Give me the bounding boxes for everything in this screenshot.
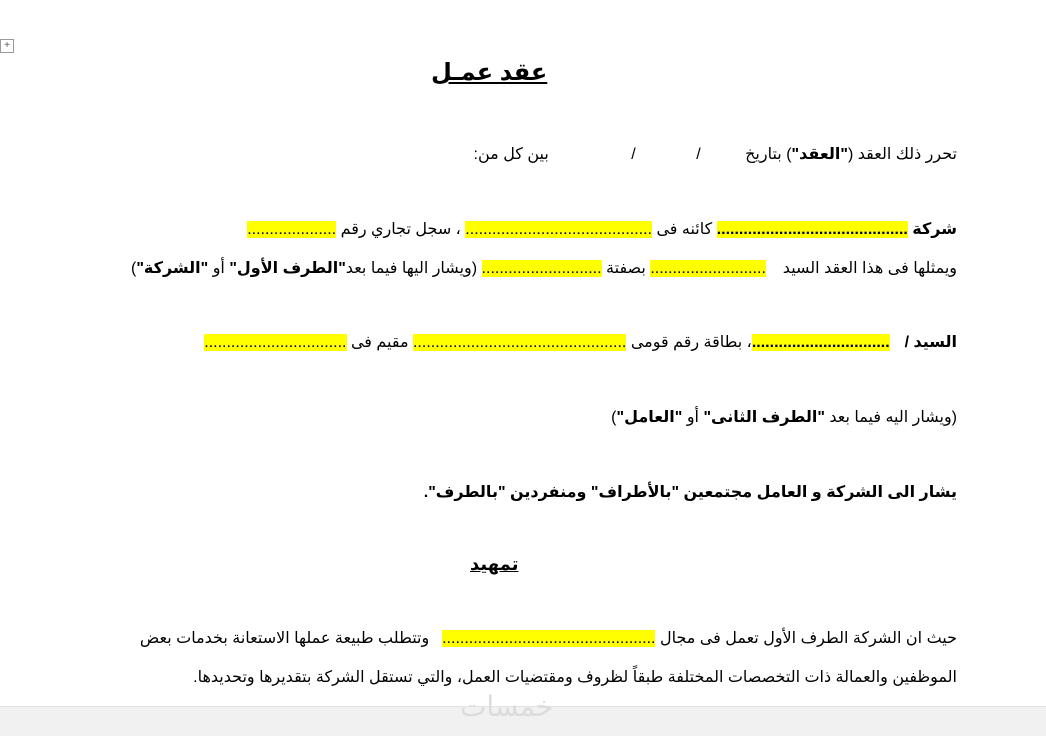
intro-text-2: ) بتاريخ	[745, 146, 792, 163]
company-name-blank[interactable]: ...........................................	[716, 221, 908, 238]
representative-line	[131, 258, 957, 280]
mister-label: السيد /	[904, 334, 957, 351]
company-line	[247, 219, 957, 241]
id-card-text: ، بطاقة رقم قومى	[630, 334, 752, 351]
capacity-text: بصفتة	[606, 260, 646, 277]
id-card-blank[interactable]: ................................................	[412, 334, 627, 351]
date-slash-1: /	[696, 146, 701, 163]
company-label: شركة	[912, 221, 957, 238]
company-address-blank[interactable]: ..........................................	[465, 221, 652, 238]
preamble-line-2: الموظفين والعمالة ذات التخصصات المختلفة طبقاً لظروف ومقتضيات العمل، والتي تستقل الشركة بتقديرها وتحديدها.	[193, 669, 957, 686]
commercial-reg-blank[interactable]: ....................	[247, 221, 337, 238]
date-slash-2: /	[631, 146, 636, 163]
document-title: عقد عمـل	[431, 59, 548, 86]
contract-term: "العقد"	[791, 146, 848, 163]
resides-in-text: مقيم فى	[350, 334, 409, 351]
mister-name-blank[interactable]: ...............................	[751, 334, 890, 351]
table-move-handle-icon[interactable]: +	[0, 39, 14, 53]
parties-definition: يشار الى الشركة و العامل مجتمعين "بالأطراف" ومنفردين "بالطرف".	[423, 484, 957, 501]
located-in-text: كائنه فى	[656, 221, 713, 238]
representative-text: ويمثلها فى هذا العقد السيد	[782, 260, 957, 277]
intro-text-1: تحرر ذلك العقد (	[847, 146, 957, 163]
preamble-text-1: حيث ان الشركة الطرف الأول تعمل فى مجال	[659, 630, 957, 647]
commercial-reg-text: ، سجل تجاري رقم	[340, 221, 461, 238]
worker-term: "العامل"	[616, 409, 683, 426]
reference-text: (ويشار اليها فيما بعد	[345, 260, 478, 277]
preamble-title: تمهيد	[470, 554, 519, 574]
intro-line	[474, 144, 957, 166]
second-party-line	[611, 407, 957, 429]
capacity-blank[interactable]: ...........................	[481, 260, 602, 277]
second-party-text: (ويشار اليه فيما بعد	[829, 409, 957, 426]
preamble-text-2: وتتطلب طبيعة عملها الاستعانة بخدمات بعض	[139, 630, 430, 647]
company-term: "الشركة"	[136, 260, 209, 277]
representative-name-blank[interactable]: ..........................	[650, 260, 766, 277]
second-party-term: "الطرف الثانى"	[703, 409, 825, 426]
close-paren: )	[131, 260, 137, 277]
close-paren: )	[611, 409, 617, 426]
residence-blank[interactable]: ................................	[204, 334, 347, 351]
or-text: أو	[686, 409, 699, 426]
mister-line	[204, 332, 957, 354]
preamble-line-1	[140, 628, 957, 650]
intro-text-3: بين كل من:	[473, 146, 549, 163]
watermark-logo: خمسات	[460, 691, 554, 722]
first-party-term: "الطرف الأول"	[229, 260, 346, 277]
business-field-blank[interactable]: ................................................	[442, 630, 656, 647]
or-text: أو	[212, 260, 225, 277]
